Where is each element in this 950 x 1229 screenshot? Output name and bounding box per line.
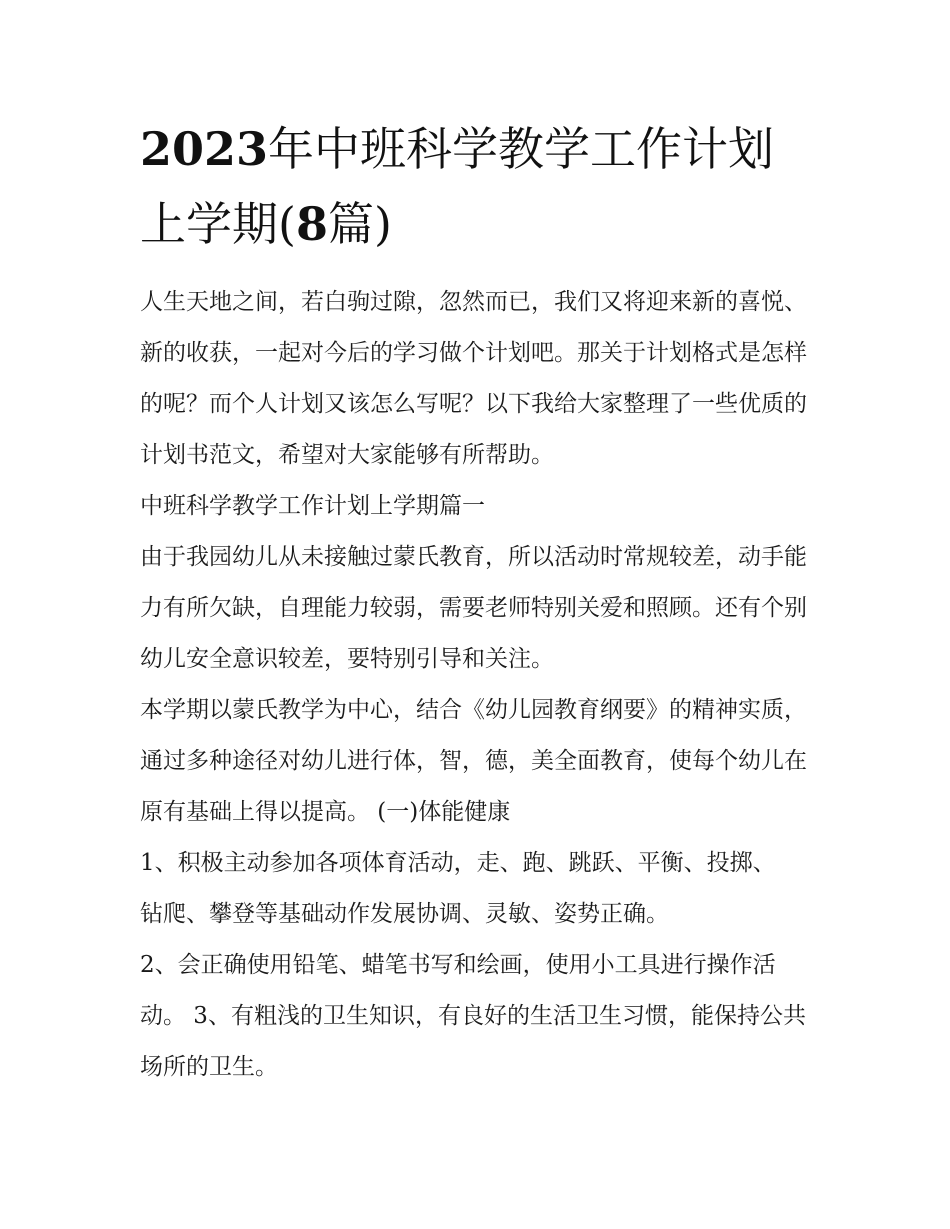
title-count: 8	[295, 197, 328, 251]
list-item-1: 1、积极主动参加各项体育活动，走、跑、跳跃、平衡、投掷、钻爬、攀登等基础动作发展协调、灵敏、姿势正确。	[140, 850, 776, 927]
goal-paragraph: 本学期以蒙氏教学为中心，结合《幼儿园教育纲要》的精神实质，通过多种途径对幼儿进行体，智，德，美全面教育，使每个幼儿在原有基础上得以提高。 (一)体能健康	[140, 697, 807, 825]
title-text: 年中班科学教学工作计划上学期(	[140, 122, 775, 251]
document-title	[140, 112, 820, 262]
situation-paragraph: 由于我园幼儿从未接触过蒙氏教育，所以活动时常规较差，动手能力有所欠缺，自理能力较弱，需要老师特别关爱和照顾。还有个别幼儿安全意识较差，要特别引导和关注。	[140, 544, 807, 672]
title-year: 2023	[140, 122, 269, 176]
section-heading: 中班科学教学工作计划上学期篇一	[140, 493, 485, 519]
list-item-2-3: 2、会正确使用铅笔、蜡笔书写和绘画，使用小工具进行操作活动。 3、有粗浅的卫生知识，有良好的生活卫生习惯，能保持公共场所的卫生。	[140, 952, 806, 1080]
intro-paragraph: 人生天地之间，若白驹过隙，忽然而已，我们又将迎来新的喜悦、新的收获，一起对今后的学习做个计划吧。那关于计划格式是怎样的呢？而个人计划又该怎么写呢？以下我给大家整理了一些优质的计划书范文，希望对大家能够有所帮助。	[140, 289, 807, 468]
document-body	[140, 277, 820, 1093]
title-suffix: 篇)	[327, 197, 392, 251]
